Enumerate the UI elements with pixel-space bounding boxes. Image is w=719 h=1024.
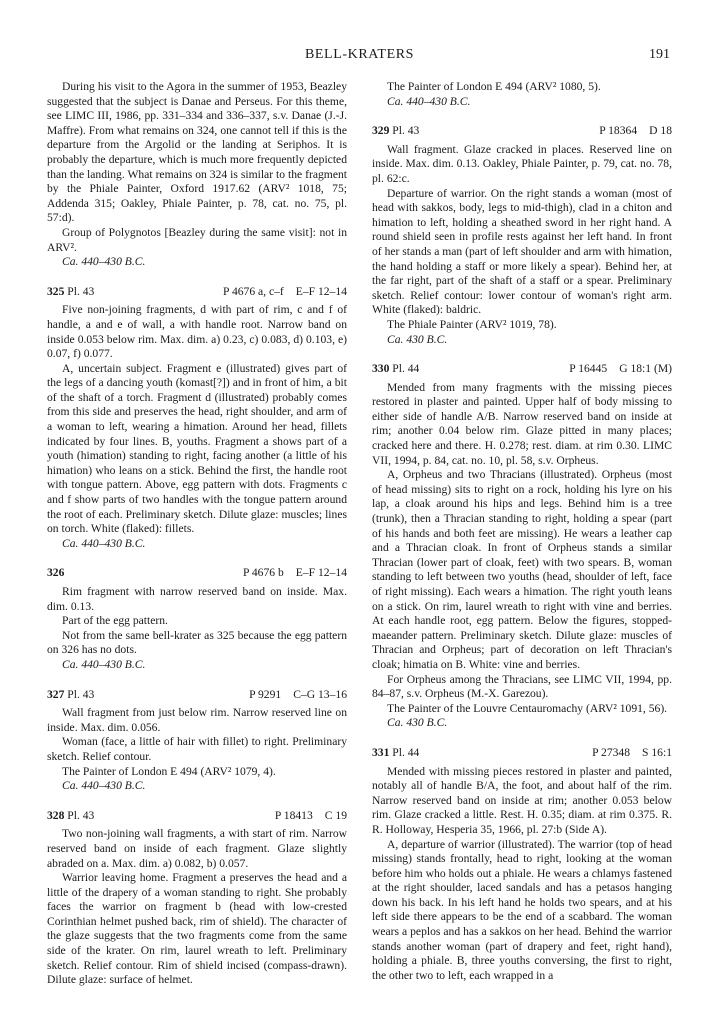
intro-paragraph: During his visit to the Agora in the summer of 1953, Beazley suggested that the subject is Danae and Perseus. For this theme, see LIMC III, 1986, pp. 331–334 and 336–337, s.v. Danae (J.-J. Maffre). From what remains on 324, one cannot tell if this is the departure from the Argolid or the landing at Seriphos. It is probably the departure, which is much more frequently depicted than the landing. What remains on 324 is similar to the fragment by the Phiale Painter, Oxford 1917.62 (ARV² 1018, 75; Addenda 315; Oakley, Phiale Painter, p. 78, cat. no. 75, pl. 57:d). bbox=[47, 80, 347, 225]
inventory-number: P 16445 bbox=[569, 362, 608, 376]
attribution: The Painter of the Louvre Centauromachy (ARV² 1091, 56). bbox=[387, 701, 668, 715]
inventory-number: P 9291 bbox=[249, 687, 282, 701]
grid-reference: E–F 12–14 bbox=[295, 284, 347, 298]
catalogue-number: 328 bbox=[47, 808, 65, 822]
right-column bbox=[372, 80, 672, 983]
grid-reference: D 18 bbox=[649, 124, 672, 138]
grid-reference: C–G 13–16 bbox=[293, 687, 347, 701]
description-paragraph: Wall fragment. Glaze cracked in places. Reserved line on inside. Max. dim. 0.13. Oakley, Phiale Painter, p. 79, cat. no. 78, pl. 62:c. bbox=[372, 142, 672, 185]
running-title: BELL-KRATERS bbox=[304, 47, 415, 62]
catalogue-heading-328 bbox=[47, 809, 347, 824]
grid-reference: G 18:1 (M) bbox=[619, 362, 672, 376]
description-paragraph: For Orpheus among the Thracians, see LIMC VII, 1994, pp. 84–87, s.v. Orpheus (M.-X. Garezou). bbox=[372, 672, 672, 701]
date: Ca. 440–430 B.C. bbox=[62, 536, 146, 550]
catalogue-heading-325 bbox=[47, 285, 347, 300]
description-paragraph: Departure of warrior. On the right stands a woman (most of head with sakkos, body, legs to mid-thigh), clad in a chiton and himation to left, holding a sheathed sword in her right hand. A round shield seen in profile rests against her left hand. In front of her stands a man (part of left shoulder and arm with himation, the hand holding a staff or more likely a spear). Behind her, at the far right, part of the shaft of a staff or a spear. Preliminary sketch. Relief contour: lower contour of woman's right arm. White (flaked): baldric. bbox=[372, 186, 672, 317]
description-paragraph: Not from the same bell-krater as 325 because the egg pattern on 326 has no dots. bbox=[47, 628, 347, 657]
inventory-number: P 4676 a, c–f bbox=[223, 284, 284, 298]
description-paragraph: Woman (face, a little of hair with fillet) to right. Preliminary sketch. Relief contour. bbox=[47, 735, 347, 763]
inventory-number: P 18413 bbox=[274, 808, 313, 822]
inventory-number: P 27348 bbox=[592, 745, 631, 759]
catalogue-number: 329 bbox=[372, 124, 390, 138]
catalogue-heading-326 bbox=[47, 566, 347, 581]
date: Ca. 440–430 B.C. bbox=[62, 779, 146, 793]
page-number: 191 bbox=[649, 47, 670, 62]
catalogue-heading-331 bbox=[372, 746, 672, 761]
catalogue-number: 326 bbox=[47, 566, 65, 580]
catalogue-heading-330 bbox=[372, 362, 672, 377]
plate-reference: Pl. 44 bbox=[392, 362, 420, 376]
inventory-number: P 18364 bbox=[599, 124, 638, 138]
description-paragraph: Wall fragment from just below rim. Narrow reserved line on inside. Max. dim. 0.056. bbox=[47, 706, 347, 734]
attribution: The Painter of London E 494 (ARV² 1080, 5). bbox=[387, 80, 601, 93]
date: Ca. 440–430 B.C. bbox=[62, 657, 146, 671]
grid-reference: S 16:1 bbox=[642, 745, 672, 759]
attribution: The Phiale Painter (ARV² 1019, 78). bbox=[387, 317, 557, 331]
date: Ca. 430 B.C. bbox=[387, 332, 448, 346]
intro-date: Ca. 440–430 B.C. bbox=[62, 255, 146, 269]
catalogue-heading-327 bbox=[47, 688, 347, 703]
grid-reference: C 19 bbox=[324, 808, 347, 822]
catalogue-number: 327 bbox=[47, 687, 65, 701]
plate-reference: Pl. 43 bbox=[67, 687, 95, 701]
description-paragraph: Warrior leaving home. Fragment a preserves the head and a little of the drapery of a woman standing to right. She probably faces the warrior on fragment b (head with low-crested Corinthian helmet pushed back, rim of shield). The character of the glaze suggests that the two fragments come from the same side of the krater. On rim, laurel wreath to left. Preliminary sketch. Relief contour. Rim of shield incised (compass-drawn). Dilute glaze: surface of helmet. bbox=[47, 871, 347, 987]
catalogue-number: 325 bbox=[47, 284, 65, 298]
intro-attribution: Group of Polygnotos [Beazley during the same visit]: not in ARV². bbox=[47, 225, 347, 254]
plate-reference: Pl. 43 bbox=[392, 124, 420, 138]
plate-reference: Pl. 43 bbox=[67, 808, 95, 822]
date: Ca. 430 B.C. bbox=[387, 716, 448, 730]
description-paragraph: Two non-joining wall fragments, a with start of rim. Narrow reserved band on inside of each fragment. Glaze slightly abraded on a. Max. dim. a) 0.082, b) 0.057. bbox=[47, 827, 347, 870]
description-paragraph: Rim fragment with narrow reserved band on inside. Max. dim. 0.13. bbox=[47, 585, 347, 613]
inventory-number: P 4676 b bbox=[242, 566, 284, 580]
description-paragraph: A, departure of warrior (illustrated). The warrior (top of head missing) stands frontally, head to right, looking at the woman before him who holds out a phiale. He wears a chlamys fastened at the right shoulder, laced sandals and has a petasos hanging down his back. In his left hand he holds two spears, and at his left side there appears to be the end of a scabbard. The woman wears a peplos and has a sakkos on her head. Behind the warrior stands another woman (part of drapery and feet, right hand), holding a phiale. B, three youths conversing, the first to right, the other two to left, each wrapped in a bbox=[372, 837, 672, 982]
catalogue-number: 331 bbox=[372, 745, 390, 759]
description-paragraph: Five non-joining fragments, d with part of rim, c and f of handle, a and e of wall, a with handle root. Narrow band on inside 0.053 below rim. Max. dim. a) 0.23, c) 0.083, d) 0.103, e) 0.07, f) 0.077. bbox=[47, 303, 347, 361]
catalogue-number: 330 bbox=[372, 362, 390, 376]
description-paragraph: Mended from many fragments with the missing pieces restored in plaster and painted. Upper half of body missing to either side of handle A/B. Narrow reserved band on inside at rim; another 0.04 below rim. Glaze pitted in many places; cracked here and there. H. 0.278; rest. diam. at rim 0.30. LIMC VII, 1994, p. 84, cat. no. 10, pl. 58, s.v. Orpheus. bbox=[372, 380, 672, 467]
plate-reference: Pl. 44 bbox=[392, 745, 420, 759]
catalogue-heading-329 bbox=[372, 124, 672, 139]
running-header bbox=[0, 48, 719, 68]
left-column bbox=[47, 80, 347, 988]
plate-reference: Pl. 43 bbox=[67, 284, 95, 298]
description-paragraph: Part of the egg pattern. bbox=[62, 614, 168, 628]
date: Ca. 440–430 B.C. bbox=[387, 94, 471, 108]
description-paragraph: A, uncertain subject. Fragment e (illustrated) gives part of the legs of a dancing youth (komast[?]) and in front of him, a bit of the shaft of a torch. Fragment d (illustrated) probably comes from this side and preserves the head, right shoulder, and arm of a woman to left, wearing a himation. Around her head, fillets indicated by four lines. B, youths. Fragment a shows part of a youth (himation) standing to right, facing another (a little of his himation) who leans on a stick. Behind the first, the handle root with tongue pattern. Above, egg pattern with dots. Fragments c and f show parts of two handles with the tongue pattern around the root of each. Preliminary sketch. Dilute glaze: muscles; lines on torch. White (flaked): fillets. bbox=[47, 361, 347, 536]
attribution: The Painter of London E 494 (ARV² 1079, 4). bbox=[62, 764, 276, 778]
grid-reference: E–F 12–14 bbox=[295, 566, 347, 580]
description-paragraph: A, Orpheus and two Thracians (illustrated). Orpheus (most of head missing) sits to right on a rock, holding his lyre on his lap, a cloak around his hips and legs. Behind him is a tree (trunk), then a Thracian standing to right, holding a spear (part of his hands and both feet are missing). He wears a leather cap and a Thracian cloak. In front of Orpheus stands a similar Thracian (lower part of cloak, feet) with two spears. B, woman standing to left between two youths (head, shoulder of left, face of right missing). Each wears a himation. The right youth leans on a stick. On rim, laurel wreath to right with vine and berries. At each handle root, egg pattern. Below the figures, stopped-maeander pattern. Preliminary sketch. Dilute glaze: muscles of Thracian and Orpheus; part of decoration on left Thracian's cloak; himatia on B. White: vine and berries. bbox=[372, 468, 672, 671]
description-paragraph: Mended with missing pieces restored in plaster and painted, notably all of handle B/A, the foot, and about half of the rim. Narrow reserved band on inside at rim; another 0.053 below rim. Glaze cracked a little. Rest. H. 0.35; diam. at rim 0.375. R. R. Holloway, Hesperia 35, 1966, pl. 27:b (Side A). bbox=[372, 764, 672, 836]
